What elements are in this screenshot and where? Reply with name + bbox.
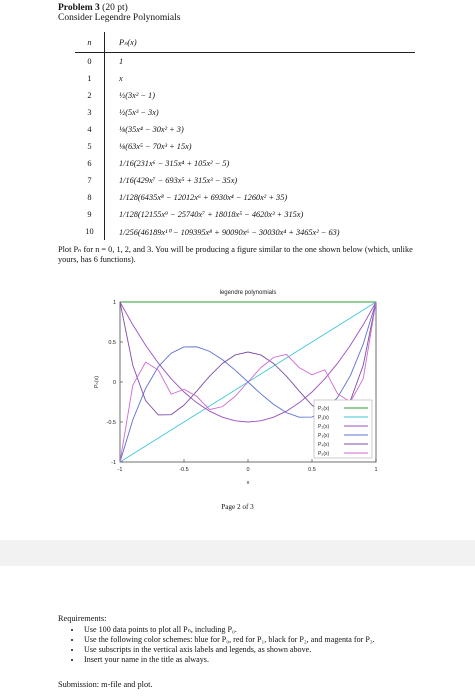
legend-label: P₀(x) <box>318 406 330 412</box>
row-index: 1 <box>75 70 105 87</box>
column-header-p: Pₙ(x) <box>119 38 137 47</box>
row-polynomial: ½(5x³ − 3x) <box>119 108 159 117</box>
row-index: 8 <box>75 189 105 206</box>
row-index: 5 <box>75 138 105 155</box>
x-tick-label: 0 <box>246 467 250 473</box>
row-index: 4 <box>75 121 105 138</box>
problem-subtitle: Consider Legendre Polynomials <box>58 13 181 23</box>
y-axis-label: Pₙ(x) <box>94 375 100 389</box>
instruction-paragraph: Plot Pₙ for n = 0, 1, 2, and 3. You will be producing a figure similar to the one shown below (which, unlike yours, has 6 functions). <box>58 245 413 264</box>
submission-line: Submission: m-file and plot. <box>58 680 153 689</box>
row-index: 7 <box>75 172 105 189</box>
row-index: 6 <box>75 155 105 172</box>
x-axis-label: x <box>246 480 250 486</box>
table-body <box>75 53 415 240</box>
requirement-item: • Use subscripts in the vertical axis labels and legends, as shown above. <box>82 645 375 655</box>
table-row <box>75 172 415 189</box>
x-tick-label: 0.5 <box>308 467 316 473</box>
row-polynomial: 1/128(12155x⁹ − 25740x⁷ + 18018x⁵ − 4620x³ + 315x) <box>119 210 304 219</box>
table-header-row <box>75 32 415 53</box>
row-polynomial: 1/16(429x⁷ − 693x⁵ + 315x³ − 35x) <box>119 176 238 185</box>
row-index: 10 <box>75 223 105 240</box>
row-polynomial: 1/256(46189x¹⁰ − 109395x⁸ + 90090x⁶ − 30030x⁴ + 3465x² − 63) <box>119 227 340 237</box>
requirement-item: • Use 100 data points to plot all Pₙ, including P₀. <box>82 625 375 635</box>
x-tick-label: -0.5 <box>179 467 189 473</box>
table-row <box>75 87 415 104</box>
page-footer: Page 2 of 3 <box>221 503 254 511</box>
table-row <box>75 121 415 138</box>
table-row <box>75 155 415 172</box>
y-tick-label: -0.5 <box>106 420 116 426</box>
table-row <box>75 70 415 87</box>
y-tick-label: 0 <box>112 380 116 386</box>
table-row <box>75 104 415 121</box>
table-row <box>75 206 415 223</box>
y-tick-label: 1 <box>112 300 116 306</box>
row-index: 0 <box>75 53 105 70</box>
y-tick-label: 0.5 <box>108 340 116 346</box>
row-polynomial: 1/16(231x⁶ − 315x⁴ + 105x² − 5) <box>119 159 230 168</box>
table-row <box>75 53 415 70</box>
table-row <box>75 189 415 206</box>
table-row <box>75 223 415 240</box>
row-polynomial: ⅛(35x⁴ − 30x² + 3) <box>119 125 184 134</box>
legend-label: P₄(x) <box>318 442 330 448</box>
legend-label: P₅(x) <box>318 451 330 457</box>
row-polynomial: x <box>119 74 123 83</box>
x-tick-label: 1 <box>374 467 378 473</box>
points-label: (20 pt) <box>102 3 128 13</box>
legend-label: P₁(x) <box>318 415 329 421</box>
requirements-title: Requirements: <box>58 614 107 623</box>
row-polynomial: ⅛(63x⁵ − 70x³ + 15x) <box>119 142 192 151</box>
row-index: 3 <box>75 104 105 121</box>
y-tick-label: -1 <box>111 460 116 466</box>
legend-label: P₂(x) <box>318 424 330 430</box>
requirement-item: • Use the following color schemes: blue for P₀, red for P₁, black for P₂, and magenta for P₃. <box>82 635 375 645</box>
row-polynomial: 1/128(6435x⁸ − 12012x⁶ + 6930x⁴ − 1260x² + 35) <box>119 193 288 202</box>
requirements-list <box>72 625 375 665</box>
legendre-table <box>75 32 415 240</box>
row-polynomial: 1 <box>119 57 124 66</box>
column-header-n: n <box>75 32 105 52</box>
chart-title: legendre polynomials <box>219 290 277 296</box>
legend-label: P₃(x) <box>318 433 330 439</box>
problem-label: Problem 3 <box>58 3 100 13</box>
x-tick-label: -1 <box>117 467 123 473</box>
chart-svg <box>80 278 390 488</box>
row-index: 9 <box>75 206 105 223</box>
table-row <box>75 138 415 155</box>
requirement-item: • Insert your name in the title as always. <box>82 655 375 665</box>
problem-header <box>58 3 180 23</box>
row-polynomial: ½(3x² − 1) <box>119 91 155 100</box>
row-index: 2 <box>75 87 105 104</box>
legendre-chart <box>80 278 390 488</box>
